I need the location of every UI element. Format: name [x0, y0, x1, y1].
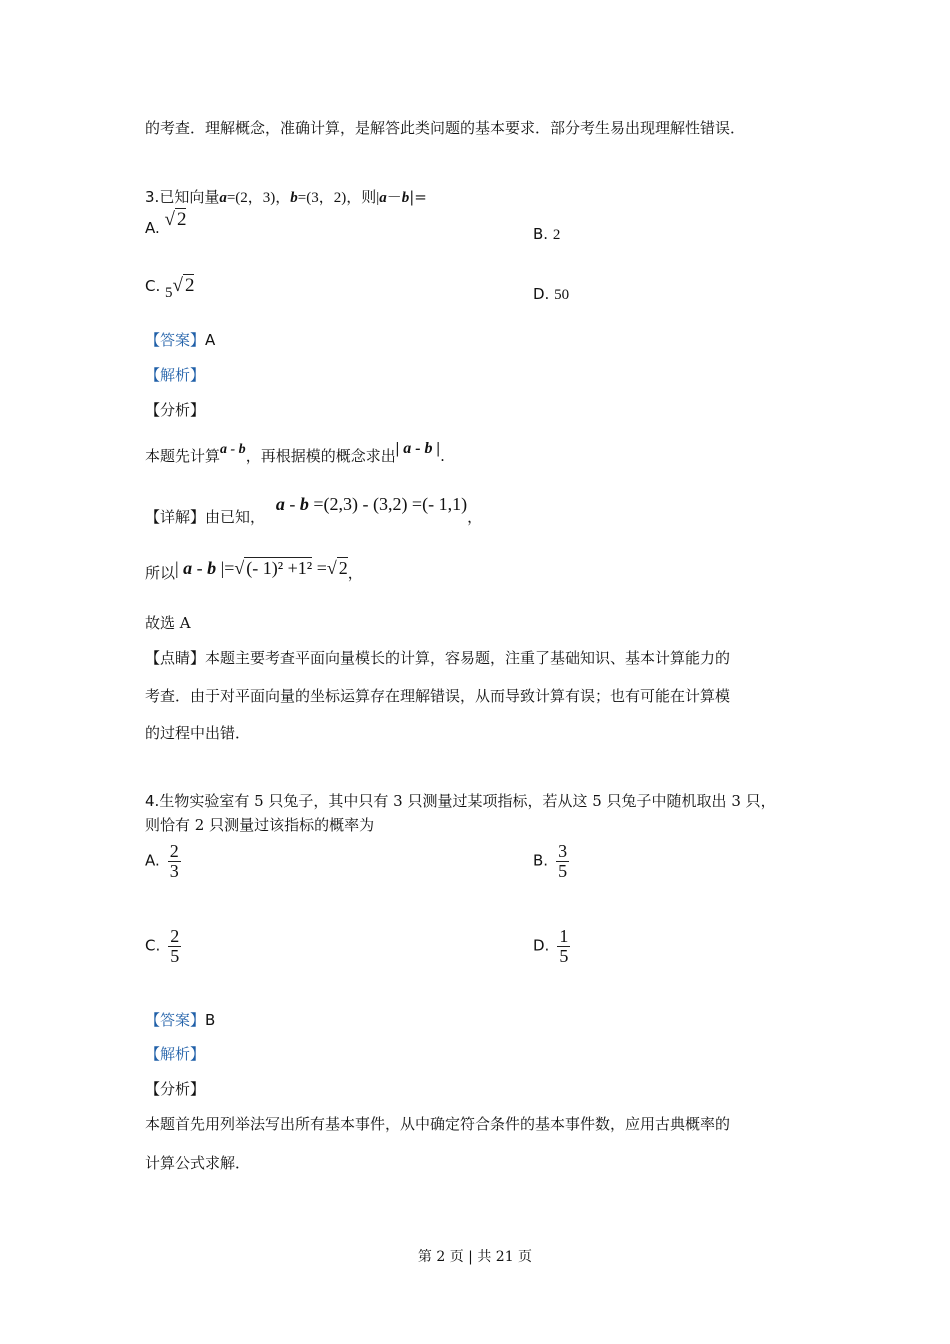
q4-fenxi-2: 计算公式求解．: [145, 1154, 251, 1172]
q4-fenxi-1: 本题首先用列举法写出所有基本事件，从中确定符合条件的基本事件数，应用古典概率的: [145, 1115, 731, 1133]
detail-comma: ，: [467, 508, 483, 526]
sqrt: √ (- 1)² +1²: [234, 558, 313, 578]
q3-option-d: [533, 284, 569, 305]
vector-b-2: b: [401, 190, 410, 206]
option-label: A.: [145, 219, 160, 237]
denominator: 3: [169, 861, 179, 881]
q3-option-a: [145, 209, 187, 238]
vector-b: b: [299, 494, 309, 514]
numerator: 1: [559, 926, 569, 946]
fraction: [168, 842, 181, 881]
numerator: 2: [170, 926, 180, 946]
option-label: A.: [145, 851, 160, 870]
answer-tag: 【答案】: [145, 331, 206, 349]
q4-stem-2: 则恰有 2 只测量过该指标的概率为: [145, 816, 375, 834]
option-label: B.: [533, 851, 549, 870]
answer-value: A: [205, 331, 216, 349]
fraction: [557, 927, 570, 966]
sqrt: √ 2: [164, 209, 187, 230]
vector-a: a: [219, 190, 227, 206]
q3-detail: [145, 494, 483, 527]
q3-option-b: [533, 224, 560, 245]
q3-analysis-tag: 【解析】: [145, 366, 206, 384]
q4-stem-1: [145, 791, 776, 811]
detail-tag: 【详解】: [145, 508, 206, 526]
dianjing-text: 本题主要考查平面向量模长的计算，容易题，注重了基础知识、基本计算能力的: [205, 649, 731, 667]
vector-b-value: =(3，2)，则|: [297, 190, 380, 206]
numerator: 3: [558, 841, 568, 861]
so-expr: | a - b |=√ (- 1)² +1² =√ 2: [175, 558, 348, 578]
q4-analysis-tag: 【解析】: [145, 1045, 206, 1063]
so-text: 所以: [145, 564, 176, 582]
fenxi-expr: a - b: [220, 442, 246, 457]
coefficient: 5: [165, 285, 173, 301]
detail-expr: a - b =(2,3) - (3,2) =(- 1,1): [275, 494, 468, 514]
q3-dianjing-3: 的过程中出错．: [145, 724, 251, 742]
q4-answer: [145, 1010, 215, 1030]
continuation-line: 的考查．理解概念，准确计算，是解答此类问题的基本要求．部分考生易出现理解性错误．: [145, 119, 746, 137]
option-label: D.: [533, 936, 550, 955]
page-footer: 第 2 页 | 共 21 页: [417, 1249, 533, 1265]
q3-number: 3: [145, 188, 155, 206]
option-value: 2: [552, 227, 561, 243]
vector-a: a: [183, 558, 193, 578]
vector-b: b: [207, 558, 217, 578]
answer-value: B: [205, 1011, 216, 1029]
fraction: [168, 927, 181, 966]
denominator: 5: [558, 861, 568, 881]
detail-text: 由已知，: [205, 508, 266, 526]
q3-choose: 故选 A: [145, 614, 191, 632]
option-label: B.: [533, 225, 549, 243]
q3-stem-end: |=: [409, 188, 427, 206]
equals: =: [316, 558, 327, 578]
fenxi-text-2: ，再根据模的概念求出: [245, 447, 396, 465]
answer-tag: 【答案】: [145, 1011, 206, 1029]
q3-fenxi-text: [145, 440, 445, 468]
option-label: C.: [145, 936, 161, 955]
fenxi-end: .: [440, 447, 445, 465]
denominator: 5: [170, 946, 180, 966]
q3-stem: [145, 187, 427, 208]
radicand: 2: [338, 558, 348, 578]
sqrt: √ 2: [172, 275, 195, 296]
detail-expr-rest: =(2,3) - (3,2) =(- 1,1): [313, 494, 468, 514]
radicand: 2: [184, 275, 195, 296]
so-comma: ，: [347, 564, 363, 582]
fenxi-text-1: 本题先计算: [145, 447, 221, 465]
radicand: 2: [176, 209, 187, 230]
numerator: 2: [169, 841, 179, 861]
sqrt-2: √ 2: [326, 558, 348, 578]
q3-option-c: [145, 275, 195, 301]
dianjing-tag: 【点睛】: [145, 649, 206, 667]
option-label: D.: [533, 285, 550, 303]
q4-option-d: [533, 927, 570, 966]
q4-option-a: [145, 842, 181, 881]
vector-a-value: =(2，3)，: [226, 190, 291, 206]
fenxi-abs: | a - b |: [395, 440, 441, 457]
minus-sign: －: [386, 188, 402, 206]
vector-a-2: a: [379, 190, 387, 206]
vector-b: b: [290, 190, 298, 206]
q4-option-c: [145, 927, 181, 966]
q3-so: [145, 558, 363, 583]
vector-a: a: [275, 494, 285, 514]
q4-option-b: [533, 842, 569, 881]
q4-fenxi-tag: 【分析】: [145, 1080, 206, 1098]
radicand: (- 1)² +1²: [246, 558, 313, 578]
q3-dianjing-1: [145, 648, 730, 668]
q3-dianjing-2: 考查．由于对平面向量的坐标运算存在理解错误，从而导致计算有误；也有可能在计算模: [145, 687, 731, 705]
q3-fenxi-tag: 【分析】: [145, 401, 206, 419]
denominator: 5: [559, 946, 569, 966]
q4-stem-text: .生物实验室有 5 只兔子，其中只有 3 只测量过某项指标，若从这 5 只兔子中随机取出 3 只，: [154, 792, 776, 810]
option-value: 50: [554, 287, 570, 303]
option-label: C.: [145, 277, 161, 295]
q3-answer: [145, 330, 215, 350]
fraction: [556, 842, 569, 881]
q4-number: 4: [145, 792, 155, 810]
q3-stem-prefix: .已知向量: [154, 188, 220, 206]
